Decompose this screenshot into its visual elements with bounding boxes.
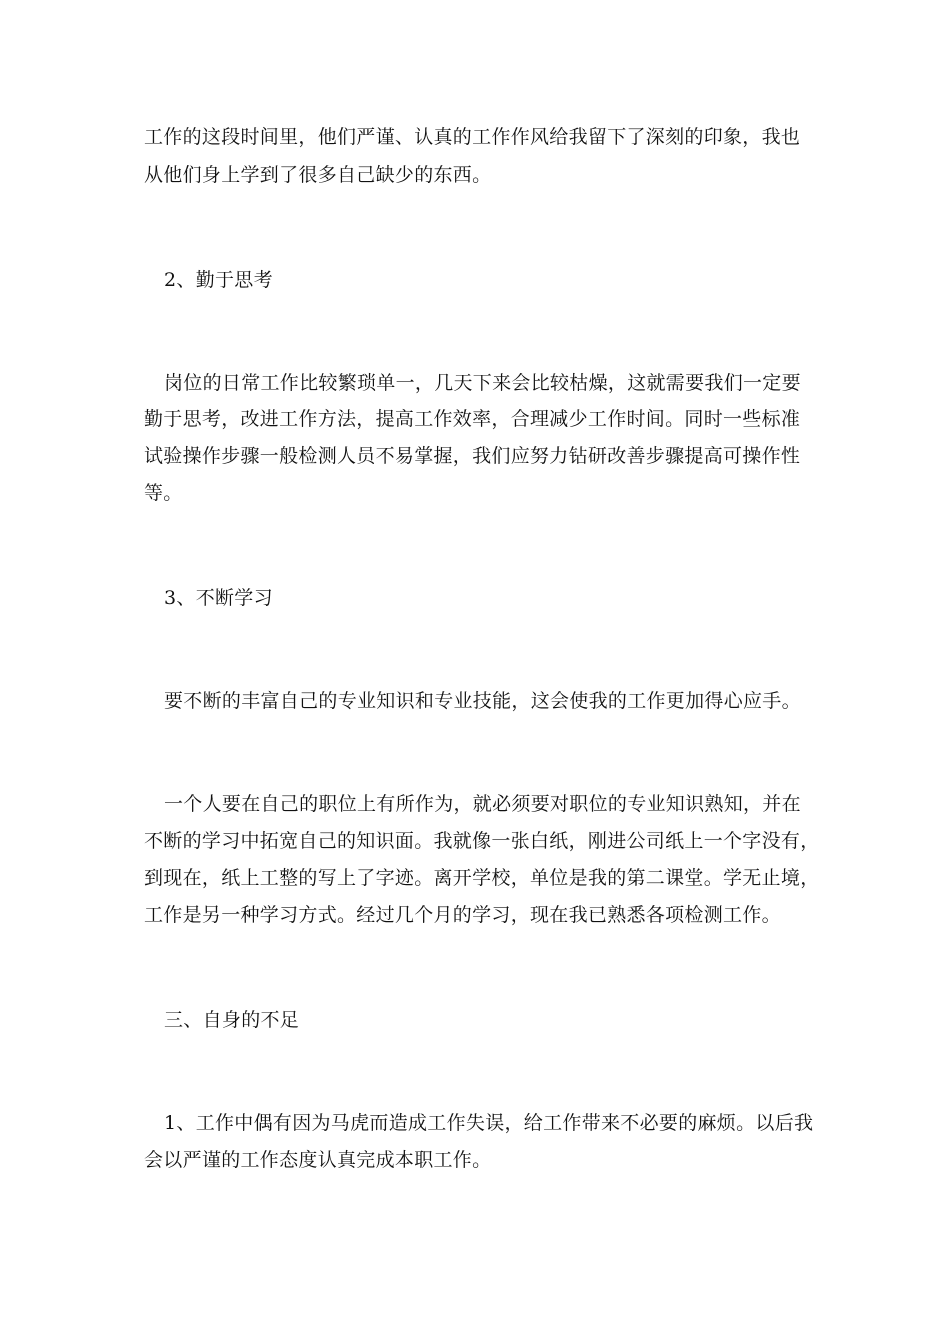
paragraph-line: 工作的这段时间里，他们严谨、认真的工作作风给我留下了深刻的印象，我也 bbox=[144, 126, 801, 148]
paragraph-line: 从他们身上学到了很多自己缺少的东西。 bbox=[144, 164, 492, 186]
paragraph-line: 1、工作中偶有因为马虎而造成工作失误，给工作带来不必要的麻烦。以后我 bbox=[164, 1112, 814, 1134]
paragraph-line: 一个人要在自己的职位上有所作为，就必须要对职位的专业知识熟知，并在 bbox=[164, 793, 801, 815]
paragraph-line: 勤于思考，改进工作方法，提高工作效率，合理减少工作时间。同时一些标准 bbox=[144, 408, 801, 430]
paragraph-line: 等。 bbox=[144, 482, 183, 504]
paragraph-line: 岗位的日常工作比较繁琐单一，几天下来会比较枯燥，这就需要我们一定要 bbox=[164, 372, 801, 394]
paragraph-line: 到现在，纸上工整的写上了字迹。离开学校，单位是我的第二课堂。学无止境， bbox=[144, 867, 820, 889]
paragraph-line: 会以严谨的工作态度认真完成本职工作。 bbox=[144, 1149, 492, 1171]
paragraph-line: 试验操作步骤一般检测人员不易掌握，我们应努力钻研改善步骤提高可操作性 bbox=[144, 445, 801, 467]
paragraph-line: 要不断的丰富自己的专业知识和专业技能，这会使我的工作更加得心应手。 bbox=[164, 690, 801, 712]
section-heading: 三、自身的不足 bbox=[164, 1009, 300, 1031]
paragraph-line: 工作是另一种学习方式。经过几个月的学习，现在我已熟悉各项检测工作。 bbox=[144, 904, 781, 926]
paragraph-line: 不断的学习中拓宽自己的知识面。我就像一张白纸，刚进公司纸上一个字没有， bbox=[144, 830, 820, 852]
section-heading: 3、不断学习 bbox=[164, 587, 273, 609]
section-heading: 2、勤于思考 bbox=[164, 269, 273, 291]
